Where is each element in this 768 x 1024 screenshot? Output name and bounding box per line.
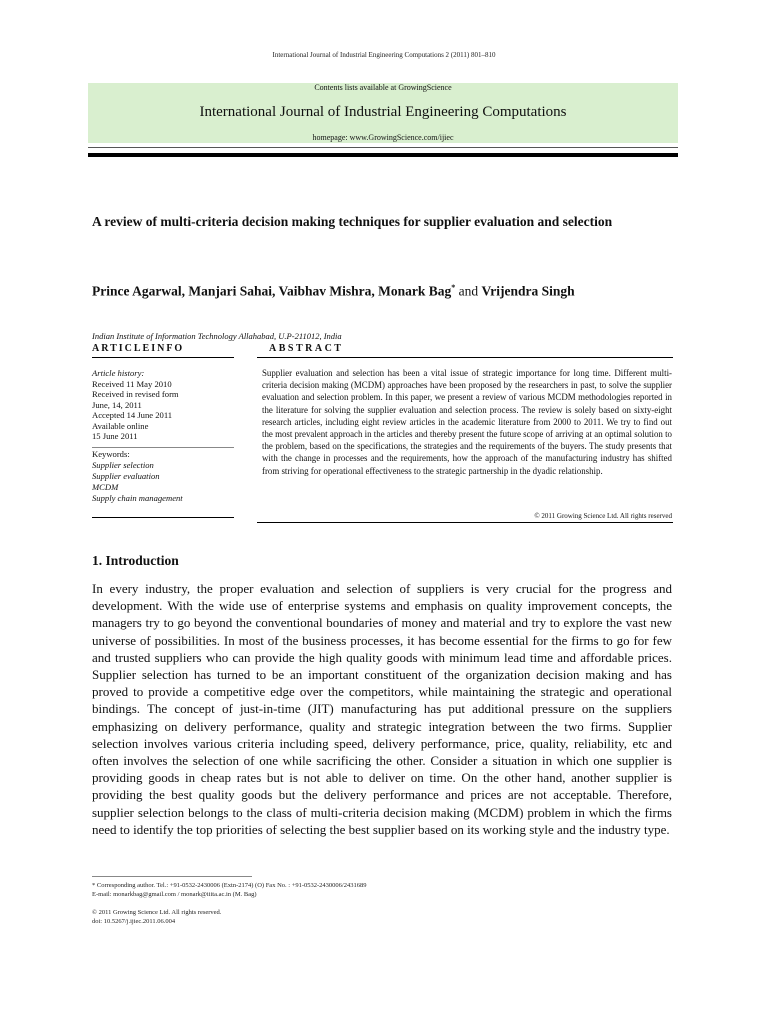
history-label: Article history: — [92, 368, 145, 378]
history-line: Accepted 14 June 2011 — [92, 410, 173, 420]
authors-and: and — [455, 283, 482, 299]
history-line: Received in revised form — [92, 389, 179, 399]
footnote-rule — [92, 876, 252, 877]
footnote-corresponding: * Corresponding author. Tel.: +91-0532-2430006 (Extn-2174) (O) Fax No. : +91-0532-2430006/2431689 — [92, 882, 367, 889]
abstract-text: Supplier evaluation and selection has been a vital issue of strategic importance for long time. Different multi-criteria decision making (MCDM) approaches have been proposed by the researchers in past, to solve the supplier evaluation and selection problem. In this paper, we present a review of various MCDM methodologies reported in the literature for solving the supplier evaluation and selection process. The review is solely based on sixty-eight research articles, including eight review articles in the academic literature from 2000 to 2011. We try to find out the most prevalent approach in the articles and thereby present the future scope of arriving at an optimal solution to the problem, based on the specifications, the strategies and the requirements of the buyers. The study presents that with the change in processes and the requirements, how the approach of the manufacturing industry has shifted from striving for operational effectiveness to the strategic partnership in the dyadic relationship. — [262, 368, 672, 476]
abstract-copyright: © 2011 Growing Science Ltd. All rights reserved — [534, 512, 672, 520]
keyword: Supply chain management — [92, 493, 183, 503]
footnote-copyright: © 2011 Growing Science Ltd. All rights reserved. — [92, 909, 222, 916]
banner-rule-thin — [88, 147, 678, 148]
affiliation: Indian Institute of Information Technology Allahabad, U.P-211012, India — [92, 331, 342, 341]
corresponding-mark: * — [451, 283, 456, 292]
keywords-block — [92, 449, 234, 504]
history-line: 15 June 2011 — [92, 431, 138, 441]
banner-rule-thick — [88, 153, 678, 157]
intro-paragraph: In every industry, the proper evaluation and selection of suppliers is very crucial for the progress and development. With the wide use of enterprise systems and emphasis on quality improvement concepts, the managers try to go beyond the conventional boundaries of money and material and try to explore the vast new universe of possibilities. In most of the business processes, it has become essential for the firms to go for few and trusted suppliers who can provide the high quality goods with minimum lead time and affordable prices. Supplier selection has turned to be an important constituent of the organization decision making and has proved to provide a competitive edge over the competitors, while maintaining the strategic and operational bindings. The concept of just-in-time (JIT) manufacturing has put additional pressure on the suppliers emphasizing on delivery performance, quality and strategic integration between the two firms. Supplier selection involves various criteria including speed, delivery performance, price, quality, reliability, etc and often involves the selection of one while sacrificing the other. Consider a situation in which one supplier is providing goods in cheap rates but is not able to deliver on time. On the other hand, another supplier is providing the best quality goods but the delivery performance and prices are not acceptable. Therefore, supplier selection belongs to the class of multi-criteria decision making (MCDM) problem in which the firms need to identify the top priorities of selecting the best supplier based on its working style and the industry type. — [92, 581, 672, 837]
article-info-rule-mid — [92, 447, 234, 448]
article-title: A review of multi-criteria decision making techniques for supplier evaluation and selection — [92, 214, 613, 229]
journal-banner — [88, 83, 678, 143]
keyword: Supplier selection — [92, 460, 154, 470]
keywords-label: Keywords: — [92, 449, 130, 459]
journal-homepage: homepage: www.GrowingScience.com/ijiec — [312, 133, 454, 142]
abstract-heading: ABSTRACT — [269, 343, 344, 354]
author-last: Vrijendra Singh — [481, 283, 575, 299]
contents-line: Contents lists available at GrowingScience — [314, 83, 452, 92]
running-head: International Journal of Industrial Engineering Computations 2 (2011) 801–810 — [272, 51, 496, 59]
footnote-email: E-mail: monarkbag@gmail.com / monark@iiita.ac.in (M. Bag) — [92, 891, 257, 898]
history-line: June, 14, 2011 — [92, 399, 142, 410]
journal-title: International Journal of Industrial Engineering Computations — [199, 104, 567, 120]
history-line: Received 11 May 2010 — [92, 378, 172, 389]
article-info-rule-top — [92, 357, 234, 358]
authors-main: Prince Agarwal, Manjari Sahai, Vaibhav Mishra, Monark Bag — [92, 283, 452, 299]
article-info-rule-bottom — [92, 517, 234, 518]
author-list — [92, 283, 575, 300]
keyword: MCDM — [92, 482, 119, 492]
section-heading: 1. Introduction — [92, 553, 179, 568]
history-line: Available online — [92, 420, 149, 431]
abstract-rule-bottom — [257, 522, 673, 523]
article-info-heading: ARTICLEINFO — [92, 343, 185, 354]
article-history — [92, 368, 234, 442]
footnote-doi: doi: 10.5267/j.ijiec.2011.06.004 — [92, 918, 176, 925]
abstract-rule-top — [257, 357, 673, 358]
keyword: Supplier evaluation — [92, 471, 160, 481]
